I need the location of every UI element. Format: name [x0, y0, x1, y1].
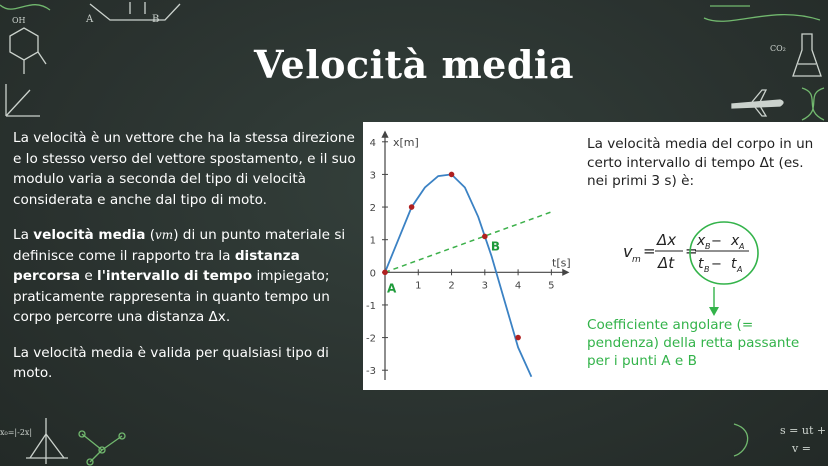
data-point: [515, 335, 521, 341]
doodle-airplane-icon: [728, 88, 788, 118]
y-tick-label: 0: [369, 268, 376, 280]
formula-minus-2: −: [711, 257, 722, 272]
y-tick-label: -1: [366, 300, 376, 312]
formula-equals-2: =: [685, 242, 698, 260]
formula-xa: x: [731, 233, 740, 249]
panel-description: La velocità media del corpo in un certo intervallo di tempo Δt (es. nei primi 3 s) è:: [587, 136, 814, 189]
formula-delta-t: Δt: [658, 254, 675, 272]
text-run: La: [13, 227, 34, 243]
average-velocity-formula: [621, 217, 761, 287]
formula-ta-sub: A: [737, 265, 743, 274]
formula-ta: t: [731, 256, 737, 272]
x-tick-label: 2: [448, 280, 455, 292]
text-run: La velocità è un vettore che ha la stessa direzione e lo stesso verso del vettore spostamento, e il suo modulo varia a seconda del tipo di velocità considerata e anche dal tipo di moto.: [13, 130, 356, 208]
position-time-chart: [363, 122, 588, 390]
formula-xa-sub: A: [739, 242, 745, 251]
doodle-equation-1: s = ut +: [780, 424, 827, 437]
doodle-bottom-left-label: x₀=|-2x|: [0, 428, 33, 437]
doodle-wave-icon: [700, 0, 828, 32]
formula-vm: v: [623, 242, 633, 261]
text-run: impiegato; praticamente rappresenta in quanto tempo un corpo percorre una distanza Δx.: [13, 268, 330, 325]
y-tick-label: 3: [369, 170, 376, 182]
doodle-dna-icon: [0, 0, 60, 20]
doodle-axes-bottom-icon: [22, 414, 72, 466]
text-run: ) di un punto materiale si definisce come il rapporto tra la: [13, 227, 346, 264]
data-point: [409, 204, 415, 210]
y-tick-label: 1: [369, 235, 376, 247]
body-paragraph: [13, 225, 365, 328]
doodle-dna-right-icon: [798, 84, 828, 124]
x-tick-label: 5: [548, 280, 555, 292]
formula-highlight-circle: [690, 222, 758, 284]
point-label: B: [490, 239, 500, 254]
y-tick-label: -2: [366, 333, 376, 345]
data-point: [482, 234, 488, 240]
formula-equals-1: =: [643, 242, 656, 260]
doodle-chem-co2: CO₂: [770, 44, 786, 53]
data-point: [449, 172, 455, 178]
illustration-panel: [363, 122, 828, 390]
formula-minus-1: −: [711, 234, 722, 249]
doodle-network-icon: [72, 424, 132, 466]
y-tick-label: -3: [366, 366, 376, 378]
formula-xb: x: [697, 233, 706, 249]
x-axis-label: t[s]: [552, 256, 571, 270]
body-paragraph: [13, 128, 365, 210]
y-tick-label: 4: [369, 137, 376, 149]
body-text: [13, 128, 365, 399]
slide-title: Velocità media: [254, 42, 574, 87]
formula-xb-sub: B: [705, 242, 711, 251]
text-run: La velocità media è valida per qualsiasi tipo di moto.: [13, 344, 329, 381]
down-arrow-icon: [708, 287, 720, 317]
position-curve: [385, 174, 531, 376]
doodle-curve-right-icon: [728, 420, 758, 460]
formula-tb-sub: B: [704, 265, 710, 274]
bold-text: l'intervallo di tempo: [97, 268, 253, 284]
bold-text: velocità media: [33, 227, 146, 243]
formula-delta-x: Δx: [657, 231, 677, 249]
x-tick-label: 3: [481, 280, 489, 292]
x-tick-label: 4: [514, 280, 522, 292]
doodle-letter-b: B: [152, 14, 160, 25]
doodle-chem-oh: OH: [12, 16, 26, 25]
bold-text: distanza percorsa: [13, 247, 300, 284]
secant-line-ab: [385, 212, 551, 272]
text-run: (: [145, 227, 156, 243]
coefficient-note: Coefficiente angolare (= pendenza) della retta passante per i punti A e B: [587, 317, 800, 369]
formula-tb: t: [698, 256, 704, 272]
y-axis-label: x[m]: [393, 136, 419, 149]
data-point: [382, 270, 388, 276]
math-symbol: vm: [155, 228, 174, 242]
point-label: A: [387, 281, 397, 296]
doodle-letter-a: A: [86, 14, 94, 25]
y-tick-label: 2: [369, 203, 376, 215]
text-run: e: [80, 268, 98, 284]
formula-vm-sub: m: [632, 255, 641, 265]
body-paragraph: [13, 343, 365, 384]
x-tick-label: 1: [415, 280, 422, 292]
doodle-equation-2: v =: [792, 442, 811, 455]
